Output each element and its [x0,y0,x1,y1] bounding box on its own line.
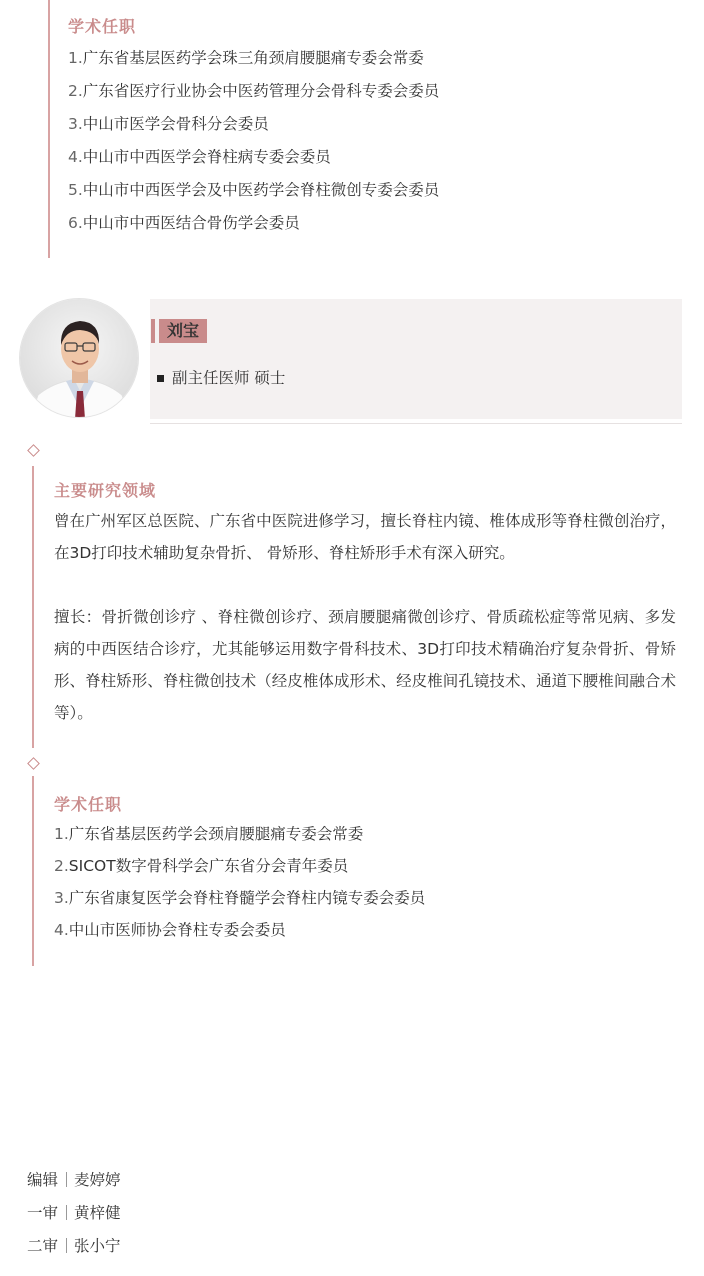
divider [150,423,682,424]
item-text: 广东省基层医药学会珠三角颈肩腰腿痛专委会常委 [82,49,424,67]
profile-card [150,299,682,419]
research-paragraph: 曾在广州军区总医院、广东省中医院进修学习，擅长脊柱内镜、椎体成形等脊柱微创治疗，在3D打印技术辅助复杂骨折、 骨矫形、脊柱矫形手术有深入研究。 [54,512,676,562]
item-number: 4. [68,148,83,166]
doctor-title: 副主任医师 硕士 [172,369,286,387]
list-item [68,211,439,244]
item-number: 5. [68,181,83,199]
item-number: 6. [68,214,83,232]
appointment-list [54,822,425,950]
list-item [68,112,439,145]
appointment-list [68,46,439,244]
credit-name: 麦婷婷 [74,1171,121,1189]
separator [66,1205,67,1220]
portrait-photo [20,299,139,418]
item-number: 1. [68,49,83,67]
item-text: 广东省医疗行业协会中医药管理分会骨科专委会委员 [82,82,440,100]
list-item [68,178,439,211]
item-number: 3. [54,889,69,907]
item-text: 广东省康复医学会脊柱脊髓学会脊柱内镜专委会委员 [68,889,426,907]
list-item [68,79,439,112]
item-number: 2. [68,82,83,100]
item-text: SICOT数字骨科学会广东省分会青年委员 [68,857,349,875]
section-left-border [32,466,34,748]
list-item [68,46,439,79]
bullet-icon [157,375,164,382]
item-text: 中山市中西医学会脊柱病专委会委员 [82,148,331,166]
appointments-title: 学术任职 [54,795,123,814]
name-accent-bar [151,319,155,343]
item-number: 2. [54,857,69,875]
credit-line [27,1201,121,1225]
item-text: 中山市中西医结合骨伤学会委员 [82,214,300,232]
list-item [54,822,425,854]
credit-role: 一审 [27,1204,59,1222]
credit-role: 编辑 [27,1171,59,1189]
list-item [54,918,425,950]
separator [66,1172,67,1187]
section-left-border [32,776,34,966]
diamond-icon [27,757,40,770]
research-title: 主要研究领域 [54,481,157,500]
credit-name: 张小宁 [74,1237,121,1255]
credit-line [27,1168,121,1192]
item-text: 中山市医学会骨科分会委员 [82,115,269,133]
separator [66,1238,67,1253]
expertise-paragraph: 擅长：骨折微创诊疗 、脊柱微创诊疗、颈肩腰腿痛微创诊疗、骨质疏松症等常见病、多发病的中西医结合诊疗，尤其能够运用数字骨科技术、3D打印技术精确治疗复杂骨折、骨矫形、脊柱矫形、脊柱微创技术（经皮椎体成形术、经皮椎间孔镜技术、通道下腰椎间融合术等）。 [54,608,676,722]
item-number: 4. [54,921,69,939]
credit-line [27,1234,121,1258]
doctor-avatar [19,298,139,418]
item-number: 1. [54,825,69,843]
list-item [54,854,425,886]
item-text: 中山市中西医学会及中医药学会脊柱微创专委会委员 [82,181,440,199]
section-left-border [48,0,50,258]
item-number: 3. [68,115,83,133]
credit-name: 黄梓健 [74,1204,121,1222]
list-item [54,886,425,918]
item-text: 中山市医师协会脊柱专委会委员 [68,921,286,939]
list-item [68,145,439,178]
credit-role: 二审 [27,1237,59,1255]
doctor-name: 刘宝 [159,319,207,343]
section-title: 学术任职 [68,17,137,36]
item-text: 广东省基层医药学会颈肩腰腿痛专委会常委 [68,825,364,843]
diamond-icon [27,444,40,457]
